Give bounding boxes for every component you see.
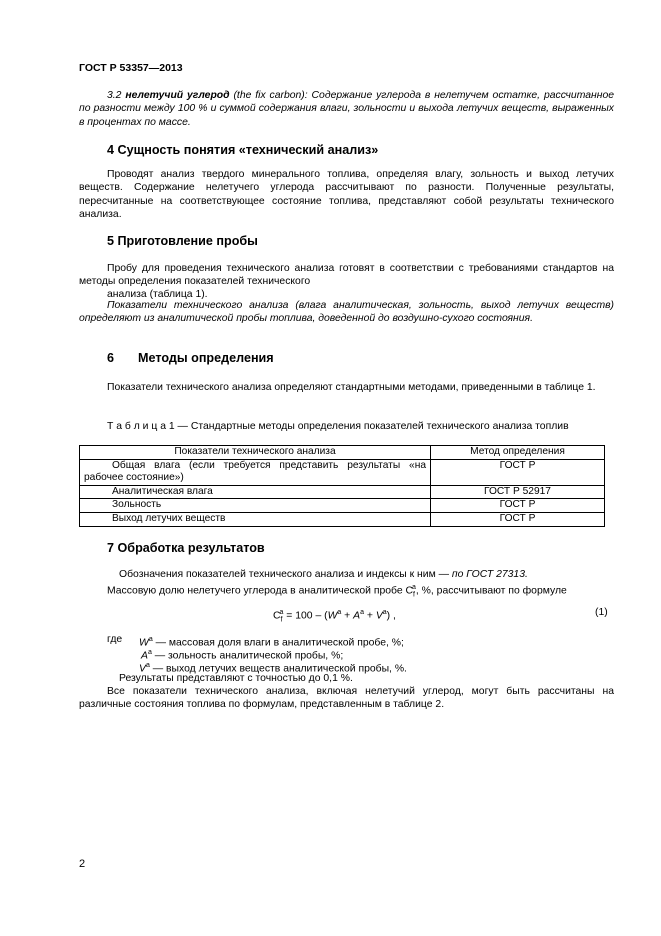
formula-sup: a bbox=[360, 609, 364, 616]
section-4-title: 4 Сущность понятия «технический анализ» bbox=[107, 143, 379, 157]
formula-plus: + bbox=[363, 610, 376, 622]
section-5-text-3: Показатели технического анализа (влага аналитическая, зольность, выход летучих веществ) определяют из аналитической пробы топлива, доведенной до воздушно-сухого состояния. bbox=[79, 300, 614, 325]
formula-w: W bbox=[327, 610, 338, 622]
superscript-a: a bbox=[411, 584, 416, 591]
table-header-row bbox=[80, 446, 605, 460]
table-header-method: Метод определения bbox=[431, 446, 605, 460]
formula-eq: = 100 – ( bbox=[283, 610, 328, 622]
section-5-text-2: анализа (таблица 1). bbox=[107, 289, 208, 300]
table-cell-indicator: Выход летучих веществ bbox=[80, 512, 431, 526]
where-word: где bbox=[107, 634, 123, 645]
table-1 bbox=[79, 445, 605, 527]
formula-number: (1) bbox=[595, 607, 608, 618]
table-header-indicator: Показатели технического анализа bbox=[80, 446, 431, 460]
final-text: Все показатели технического анализа, включая нелетучий углерод, могут быть рассчитаны на различные состояния топлива по формулам, представленным в таблице 2. bbox=[79, 686, 614, 711]
symbol-v: V bbox=[139, 663, 146, 675]
formula-end: ) , bbox=[386, 610, 396, 622]
section-6-title bbox=[107, 351, 274, 365]
section-4-text: Проводят анализ твердого минерального топлива, определяя влагу, зольность и выход летучих веществ. Содержание нелетучего углерода рассчитывают по разности. Полученные результаты, пересчитанные на соответствующее состояние топлива, представляют собой результаты технического анализа. bbox=[79, 169, 614, 220]
line-2-text: Массовую долю нелетучего углерода в аналитической пробе C bbox=[107, 585, 414, 597]
formula-sup: a bbox=[337, 609, 342, 616]
section-6-number: 6 bbox=[107, 351, 115, 365]
table-cell-method: ГОСТ Р 52917 bbox=[431, 485, 605, 499]
section-6-text: Показатели технического анализа определяют стандартными методами, приведенными в таблице 1. bbox=[107, 382, 596, 393]
table-cell-indicator: Аналитическая влага bbox=[80, 485, 431, 499]
table-row bbox=[80, 499, 605, 513]
page-number: 2 bbox=[79, 858, 86, 870]
section-7-line-1 bbox=[119, 568, 654, 581]
accuracy-text: Результаты представляют с точностью до 0,1 %. bbox=[119, 673, 353, 684]
superscript-a: a bbox=[145, 662, 150, 669]
table-cell-indicator: Зольность bbox=[80, 499, 431, 513]
section-7-line-2 bbox=[107, 581, 642, 602]
subscript-f: f bbox=[413, 591, 415, 599]
formula-c: C bbox=[273, 610, 281, 622]
section-7-title: 7 Обработка результатов bbox=[107, 541, 265, 555]
table-cell-indicator: Общая влага (если требуется представить результаты «на рабочее состояние») bbox=[80, 459, 431, 485]
table-cell-method: ГОСТ Р bbox=[431, 512, 605, 526]
formula-sup: a bbox=[382, 609, 387, 616]
document-header: ГОСТ Р 53357—2013 bbox=[79, 62, 183, 74]
where-text: — зольность аналитической пробы, %; bbox=[151, 650, 344, 662]
formula-sub-f: f bbox=[280, 616, 283, 624]
symbol-w: W bbox=[139, 637, 149, 649]
definition-3-2 bbox=[79, 89, 614, 129]
table-1-caption: Т а б л и ц а 1 — Стандартные методы определения показателей технического анализа топлив bbox=[107, 421, 569, 432]
superscript-a: a bbox=[148, 636, 153, 643]
formula-1 bbox=[273, 606, 396, 627]
formula-a: A bbox=[353, 610, 361, 622]
section-5-text-1: Пробу для проведения технического анализа готовят в соответствии с требованиями стандартов на методы определения показателей технического bbox=[79, 263, 614, 288]
where-text: — массовая доля влаги в аналитической пробе, %; bbox=[152, 637, 404, 649]
definition-text: Содержание углерода в нелетучем остатке, рассчитанное по разности между 100 % и суммой содержания влаги, зольности и выхода летучих веществ, выраженных в процентах по массе. bbox=[79, 90, 615, 128]
formula-v: V bbox=[375, 610, 383, 622]
formula-sup: a bbox=[279, 609, 284, 616]
table-row bbox=[80, 512, 605, 526]
definition-term-en: (the fix carbon): bbox=[233, 90, 308, 101]
line-1-text: Обозначения показателей технического анализа и индексы к ним — bbox=[119, 569, 452, 580]
table-cell-method: ГОСТ Р bbox=[431, 499, 605, 513]
definition-number: 3.2 bbox=[107, 90, 122, 101]
formula-plus: + bbox=[341, 610, 354, 622]
superscript-a: a bbox=[147, 649, 152, 656]
table-row bbox=[80, 485, 605, 499]
table-row bbox=[80, 459, 605, 485]
line-2-text-end: , %, рассчитывают по формуле bbox=[415, 585, 567, 597]
table-cell-method: ГОСТ Р bbox=[431, 459, 605, 485]
where-text: — выход летучих веществ аналитической пробы, %. bbox=[149, 663, 407, 675]
section-6-title-text: Методы определения bbox=[138, 351, 274, 365]
definition-term: нелетучий углерод bbox=[125, 90, 230, 101]
symbol-a: A bbox=[141, 650, 148, 662]
section-5-title: 5 Приготовление пробы bbox=[107, 234, 258, 248]
reference-gost-27313: по ГОСТ 27313. bbox=[451, 569, 528, 580]
